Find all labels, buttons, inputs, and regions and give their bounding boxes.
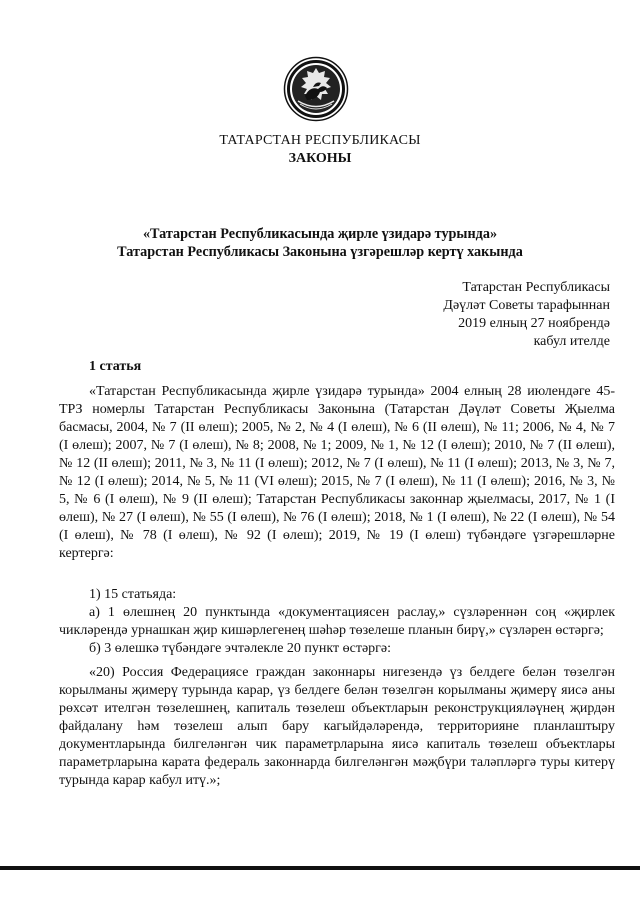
item-1b: б) 3 өлешкә түбәндәге эчтәлекле 20 пункт өстәргә: [89,641,392,656]
law-title-line-2: Татарстан Республикасы Законына үзгәрешләр кертү хакында [117,244,523,260]
law-title-line-1: «Татарстан Республикасында җирле үзидарә турында» [142,226,498,242]
law-heading: ЗАКОНЫ [288,151,352,166]
item-1: 1) 15 статьяда: [89,587,177,602]
item-20-text: «20) Россия Федерациясе граждан законнары нигезендә үз белдеге белән төзелгән корылманы җимерү турында карар, үз белдеге белән төзелгән корылманы җимерү яисә аны рөхсәт ителгән төзелешнең, капиталь төзелеш объектларын реконструкцияләүнең җирдән файдалану һәм төзелеш алып бару кагыйдәләрендә, территорияне планлаштыру документларында билгеләнгән чик параметрларына яисә капиталь төзелеш объектлары параметрларына карата федераль законнарда билгеләнгән мәҗбүри таләпләргә туры китерү турында карар кабул итү.»; [59,665,615,788]
article-heading: 1 статья [89,359,142,374]
article-main-paragraph: «Татарстан Республикасында җирле үзидарә турында» 2004 елның 28 июлендәге 45-ТРЗ номерлы Татарстан Республикасы Законына (Татарстан Дәүләт Советы Җыелма басмасы, 2004, № 7 (II өлеш); 2005, № 2, № 4 (I өлеш), № 6 (II өлеш), № 11; 2006, № 4, № 7 (I өлеш); 2007, № 7 (I өлеш), № 8; 2008, № 1; 2009, № 1, № 12 (I өлеш); 2010, № 7 (II өлеш), № 12 (II өлеш); 2011, № 3, № 11 (I өлеш); 2012, № 7 (I өлеш), № 11 (I өлеш); 2013, № 3, № 7, № 12 (I өлеш); 2014, № 5, № 11 (VI өлеш); 2015, № 7 (I өлеш), № 11 (I өлеш); 2016, № 3, № 5, № 6 (I өлеш), № 9 (II өлеш); Татарстан Республикасы законнар җыелмасы, 2017, № 1 (I өлеш), № 27 (I өлеш), № 55 (I өлеш), № 76 (I өлеш); 2018, № 1 (I өлеш), № 22 (I өлеш), № 54 (I өлеш), № 78 (I өлеш), № 92 (I өлеш); 2019, № 19 (I өлеш) түбәндәге үзгәрешләрне кертергә: [59,384,615,561]
adoption-date: 2019 елның 27 ноябрендә [458,316,610,331]
item-1a: а) 1 өлешнең 20 пунктында «документациясен раслау,» сүзләреннән соң «җирлек чикләрендә урнашкан җир кишәрлегенең шәһәр төзелеше планын бирү,» сүзләрен өстәргә; [59,605,615,638]
adoption-line-2: Дәүләт Советы тарафыннан [443,298,610,313]
coat-of-arms-emblem [283,56,349,122]
adoption-line-1: Татарстан Республикасы [462,280,610,295]
adoption-line-4: кабул ителде [533,334,610,349]
scan-bottom-edge [0,866,640,870]
republic-heading: ТАТАРСТАН РЕСПУБЛИКАСЫ [219,133,421,148]
